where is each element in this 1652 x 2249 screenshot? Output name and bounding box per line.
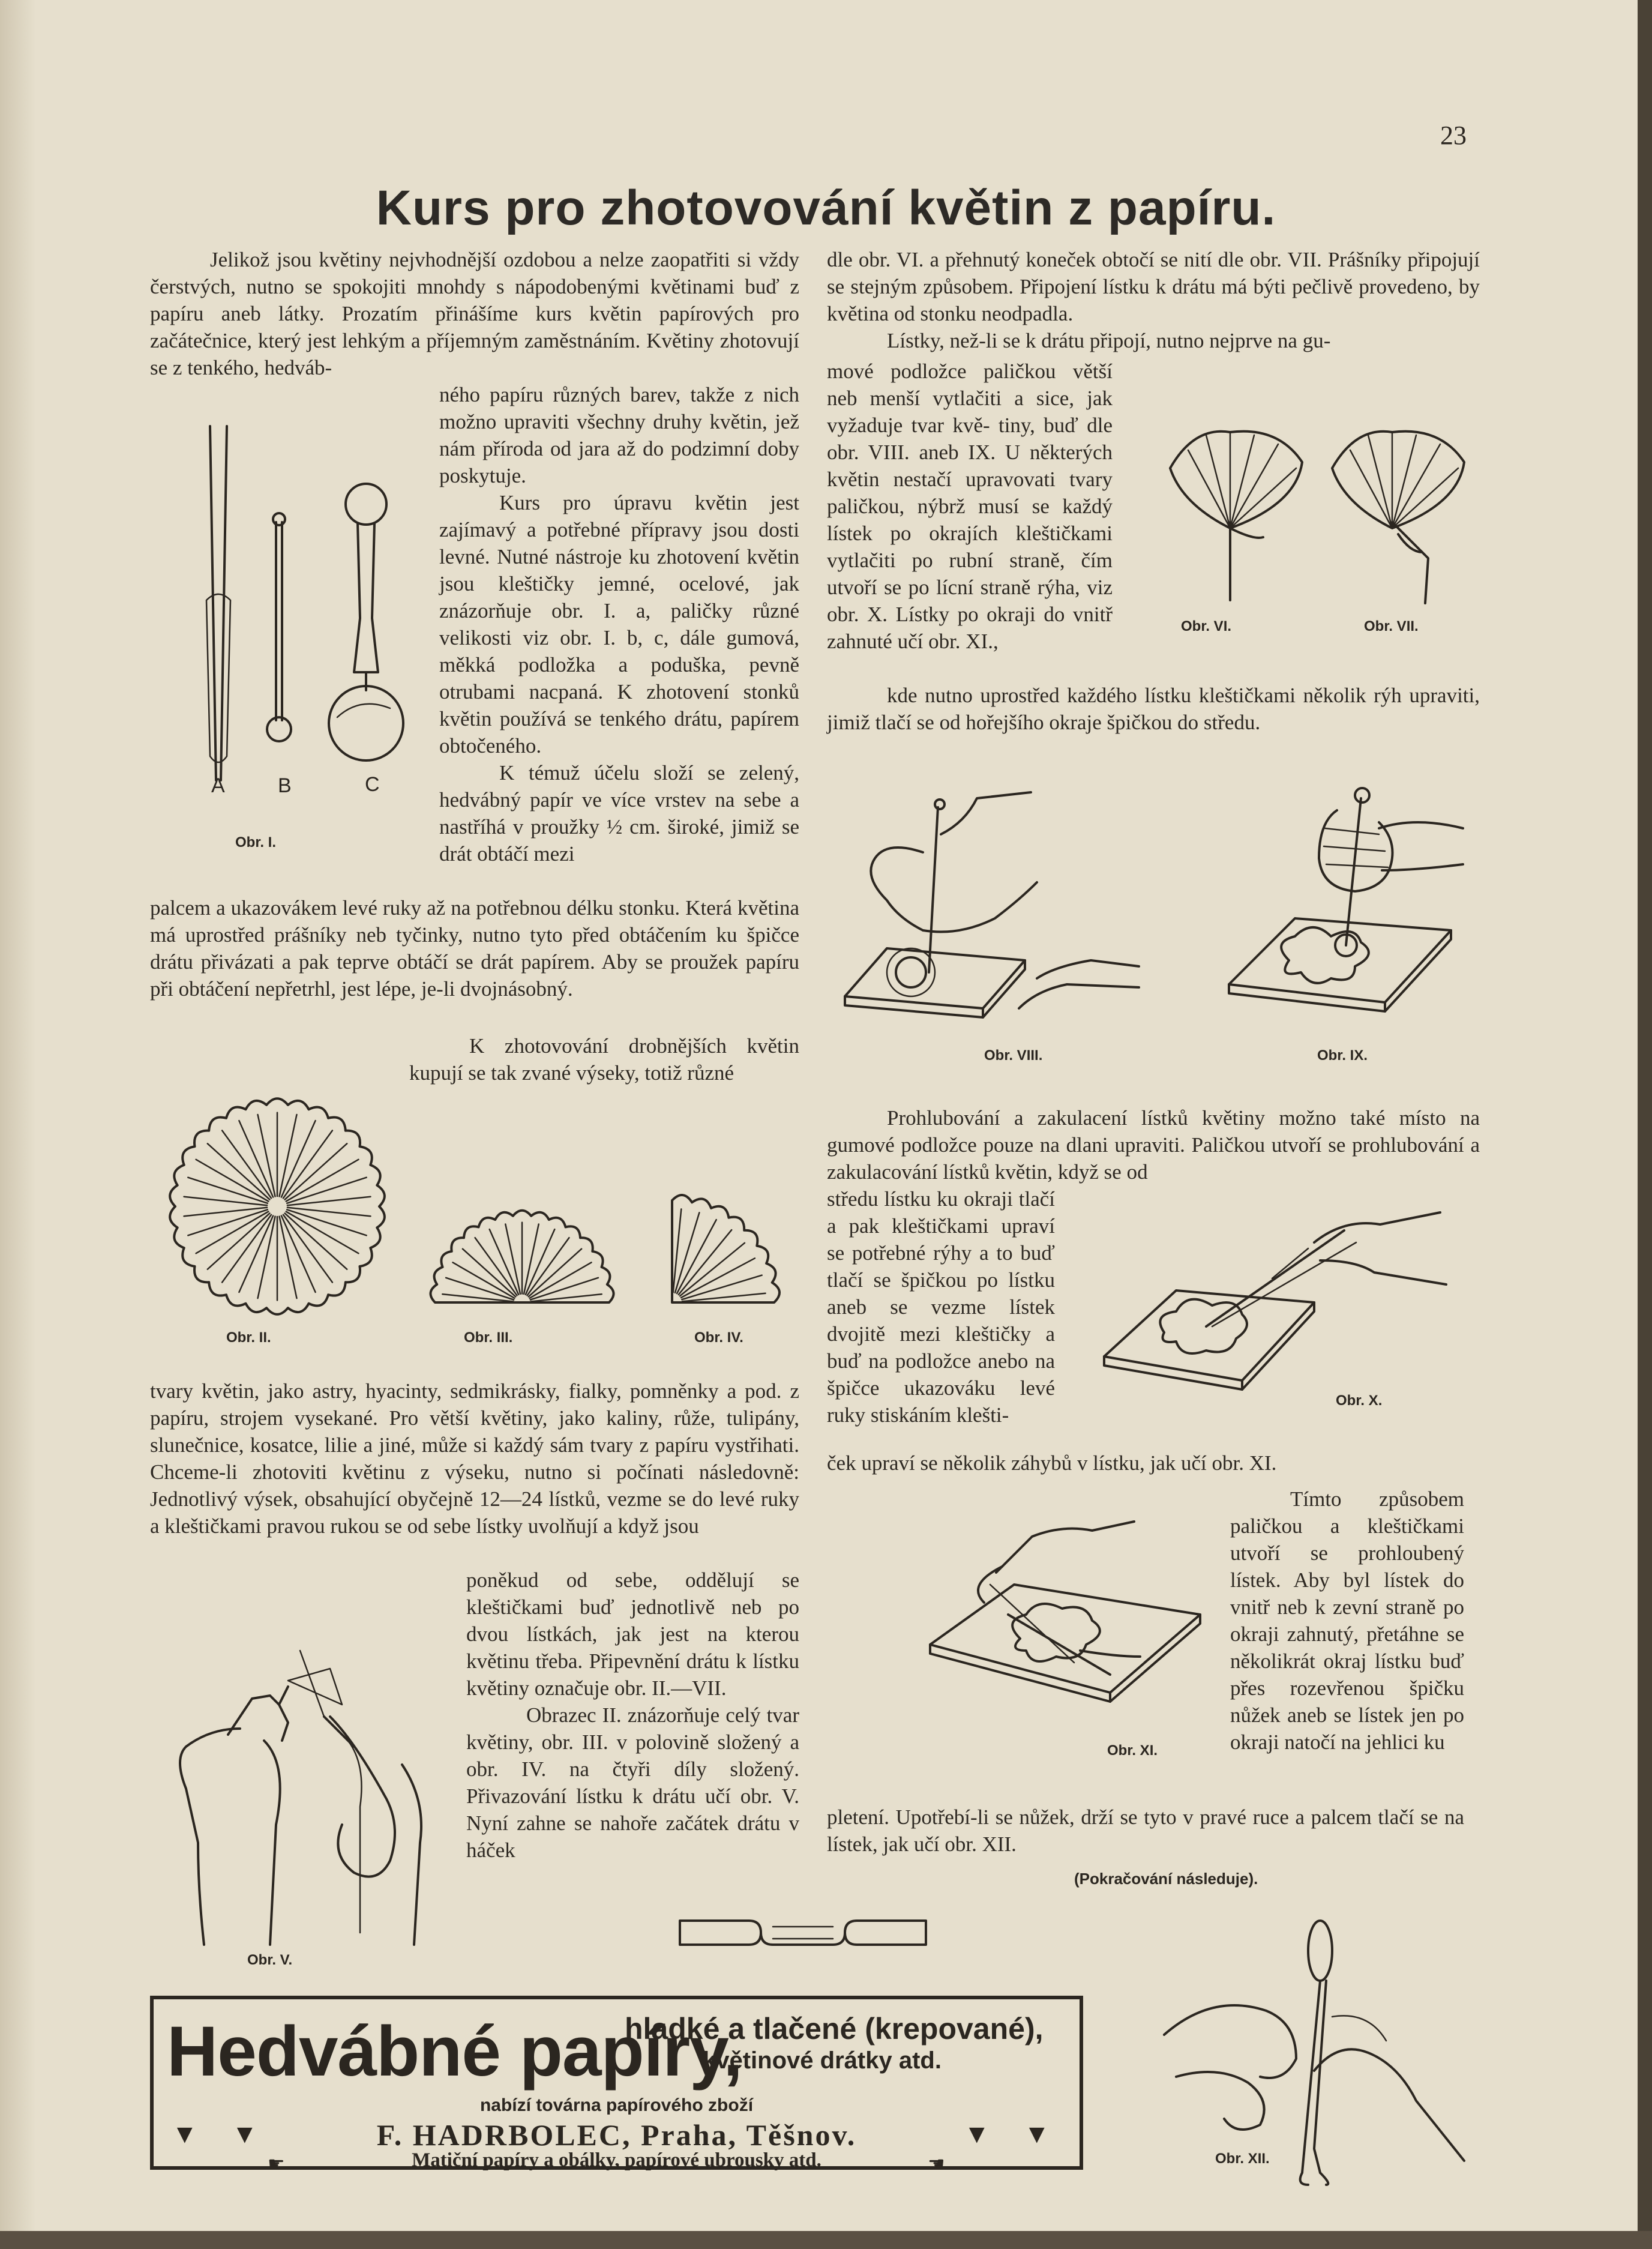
caption-fig-5: Obr. V. bbox=[247, 1952, 293, 1968]
curl-paragraph-end bbox=[827, 1804, 1464, 1858]
ad-arrow-down-icon: ▼ bbox=[964, 2119, 990, 2149]
palm-text-narrow: středu lístku ku okraji tlačí a pak kleštičkami upraví se potřebné rýhy a to buď tlačí se špičkou po lístku aneb se vezme lístek dvojitě mezi kleštičky a buď na podložce anebo na špičce ukazováku levé ruky stiskáním klešti- bbox=[827, 1187, 1055, 1427]
figure-5-tying-petal bbox=[150, 1645, 450, 1945]
caption-fig-8: Obr. VIII. bbox=[984, 1047, 1043, 1064]
figure-12-scissors-curling bbox=[1140, 1921, 1476, 2185]
figure-10-creasing-petal bbox=[1092, 1206, 1452, 1404]
press-text-narrow: mové podložce paličkou větší neb menší vytlačiti a sice, jak vyžaduje tvar kvě- tiny, buď dle obr. VIII. aneb IX. U některých květin nestačí upravovati tvary paličkou, nýbrž musí se každý lístek po okrajích kleštičkami vytlačiti po rubní straně, čím utvoří se po lícní straně rýha, viz obr. X. Lístky po okraji do vnitř zahnuté učí obr. XI., bbox=[827, 360, 1113, 653]
petal-attach-paragraph bbox=[466, 1567, 799, 1864]
figure-3-half-folded bbox=[420, 1194, 624, 1314]
caption-fig-10: Obr. X. bbox=[1336, 1392, 1383, 1409]
caption-fig-2: Obr. II. bbox=[226, 1329, 271, 1346]
figures-explained-text: Obrazec II. znázorňuje celý tvar květiny, obr. III. v polovině složený a obr. IV. na čtyři díly složený. Přivazování lístku k drátu učí obr. V. Nyní zahne se nahoře začátek drátu v háček bbox=[466, 1703, 799, 1862]
caption-fig-1: Obr. I. bbox=[235, 834, 277, 851]
ad-headline: Hedvábné papíry, bbox=[167, 2012, 742, 2091]
cutout-method-paragraph bbox=[150, 1377, 799, 1540]
ad-offer: nabízí továrna papírového zboží bbox=[479, 2095, 754, 2115]
ornament-divider bbox=[677, 1915, 929, 1951]
palm-paragraph-narrow bbox=[827, 1185, 1055, 1429]
figure-1-tools bbox=[180, 420, 420, 816]
ad-pointing-hand-icon: ☛ bbox=[268, 2153, 285, 2175]
figure-8-9-pressing-on-pad bbox=[839, 780, 1469, 1044]
intro-text: Jelikož jsou květiny nejvhodnější ozdobou a nelze zaopatřiti si vždy čerstvých, nutno se spokojiti mnohdy s nápodobenými květinami buď z papíru aneb látky. Prozatím přinášíme kurs květin papírových pro začátečnice, který jest lehkým a příjemným zaměstnáním. Květiny zhotovují se z tenkého, hedváb- bbox=[150, 248, 799, 379]
page-edge-bottom bbox=[0, 2231, 1652, 2249]
continued-note: (Pokračování následuje). bbox=[1074, 1870, 1258, 1888]
palm-text-full: Prohlubování a zakulacení lístků květiny možno také místo na gumové podložce pouze na dlani upraviti. Paličkou utvoří se prohlubování a zakulacování lístků květin, když se od bbox=[827, 1106, 1480, 1184]
tools-text-2: Kurs pro úpravu květin jest zajímavý a potřebné přípravy jsou dosti levné. Nutné nástroje ku zhotovení květin jsou kleštičky jemné, ocelové, jak znázorňuje obr. I. a, paličky různé velikosti viz obr. I. b, c, dále gumová, měkká podložka a poduška, pevně otrubami nacpaná. K zhotovení stonků květin používá se tenkého drátu, papírem obtočeného. bbox=[439, 491, 799, 757]
ad-pointing-hand-icon: ☚ bbox=[928, 2153, 945, 2175]
palm-paragraph-end bbox=[827, 1450, 1480, 1477]
wire-paragraph bbox=[150, 894, 799, 1002]
tools-text-3: K témuž účelu složí se zelený, hedvábný papír ve více vrstev na sebe a nastříhá v proužky ½ cm. široké, jimiž se drát obtáčí mezi bbox=[439, 761, 799, 866]
tool-label-a: A bbox=[211, 774, 225, 797]
page-edge-right bbox=[1638, 0, 1652, 2249]
caption-fig-12: Obr. XII. bbox=[1215, 2151, 1270, 2167]
page-number: 23 bbox=[1440, 121, 1467, 150]
ad-footer: Matiční papíry a obálky, papírové ubrousky atd. bbox=[412, 2149, 821, 2171]
article-title: Kurs pro zhotovování květin z papíru. bbox=[376, 181, 1276, 235]
petal-attach-text: poněkud od sebe, oddělují se kleštičkami buď jednotlivě neb po dvou lístkách, jak jest na kterou květinu třeba. Připevnění drátu k lístku květiny označuje obr. II.—VII. bbox=[466, 1568, 799, 1700]
press-paragraph-narrow bbox=[827, 358, 1113, 655]
figure-2-rosette bbox=[157, 1086, 397, 1326]
caption-fig-4: Obr. IV. bbox=[694, 1329, 743, 1346]
cutouts-intro bbox=[409, 1032, 799, 1086]
cutouts-intro-text: K zhotovování drobnějších květin kupují se tak zvané výseky, totiž různé bbox=[409, 1034, 799, 1085]
wire-text: palcem a ukazovákem levé ruky až na potřebnou délku stonku. Která květina má uprostřed prášníky neb tyčinky, nutno tyto před obtáčením ku špičce drátu přivázati a pak teprve obtáčí se drát papírem. Aby se proužek papíru při obtáčení nepřetrhl, jest lépe, je-li dvojnásobný. bbox=[150, 896, 799, 1001]
ad-arrow-down-icon: ▼ bbox=[172, 2119, 198, 2149]
ad-arrow-down-icon: ▼ bbox=[1024, 2119, 1050, 2149]
caption-fig-7: Obr. VII. bbox=[1364, 618, 1419, 634]
ad-subline-1: hladké a tlačené (krepované), bbox=[625, 2012, 1044, 2046]
caption-fig-9: Obr. IX. bbox=[1317, 1047, 1368, 1064]
tools-text-1: ného papíru různých barev, takže z nich možno upraviti všechny druhy květin, jež nám příroda od jara až do podzimní doby poskytuje. bbox=[439, 383, 799, 487]
curl-text-end: pletení. Upotřebí-li se nůžek, drží se tyto v pravé ruce a palcem tlačí se na lístek, jak učí obr. XII. bbox=[827, 1805, 1464, 1856]
tool-label-c: C bbox=[365, 773, 380, 796]
caption-fig-11: Obr. XI. bbox=[1107, 1742, 1158, 1759]
tool-label-b: B bbox=[278, 774, 292, 797]
press-text-full: Lístky, než-li se k drátu připojí, nutno nejprve na gu- bbox=[887, 329, 1331, 352]
ad-subline-2: květinové drátky atd. bbox=[703, 2047, 942, 2074]
tools-paragraph bbox=[439, 381, 799, 867]
palm-paragraph bbox=[827, 1104, 1480, 1185]
page-edge-left bbox=[0, 0, 36, 2249]
caption-fig-3: Obr. III. bbox=[464, 1329, 513, 1346]
ad-firm-name: F. HADRBOLEC, Praha, Těšnov. bbox=[376, 2118, 857, 2152]
curl-text-narrow: Tímto způsobem paličkou a kleštičkami utvoří se prohloubený lístek. Aby byl lístek do vnitř neb k zevní straně po okraji zahnutý, přetáhne se několikrát okraj lístku buď přes rozevřenou špičku nůžek aneb se lístek jen po okraji natočí na jehlici ku bbox=[1230, 1487, 1464, 1754]
figure-6-7-petals-on-wire bbox=[1158, 414, 1470, 612]
figure-11-curling-petal bbox=[912, 1519, 1272, 1735]
press-text-end: kde nutno uprostřed každého lístku kleštičkami několik rýh upraviti, jimiž tlačí se od hořejšího okraje špičkou do středu. bbox=[827, 684, 1480, 734]
caption-fig-6: Obr. VI. bbox=[1181, 618, 1232, 634]
advertisement-box bbox=[150, 1996, 1083, 2175]
press-paragraph-end bbox=[827, 682, 1480, 736]
hook-paragraph bbox=[827, 246, 1480, 354]
palm-text-end: ček upraví se několik záhybů v lístku, jak učí obr. XI. bbox=[827, 1451, 1277, 1475]
hook-text: dle obr. VI. a přehnutý koneček obtočí se nití dle obr. VII. Prášníky připojují se stejným způsobem. Připojení lístku k drátu má býti pečlivě provedeno, by květina od stonku neodpadla. bbox=[827, 248, 1480, 325]
ad-arrow-down-icon: ▼ bbox=[232, 2119, 258, 2149]
figure-4-quarter-folded bbox=[648, 1194, 804, 1314]
intro-paragraph bbox=[150, 246, 799, 381]
curl-paragraph-narrow bbox=[1230, 1486, 1464, 1756]
cutout-method-text: tvary květin, jako astry, hyacinty, sedmikrásky, fialky, pomněnky a pod. z papíru, strojem vysekané. Pro větší květiny, jako kaliny, růže, tulipány, slunečnice, kosatce, lilie a jiné, může si každý sám tvary z papíru vystřihati. Chceme-li zhotoviti květinu z výseku, nutno si počínati následovně: Jednotlivý výsek, obsahující obyčejně 12—24 lístků, vezme se do levé ruky a kleštičkami pravou rukou se od sebe lístky uvolňují a když jsou bbox=[150, 1379, 799, 1538]
